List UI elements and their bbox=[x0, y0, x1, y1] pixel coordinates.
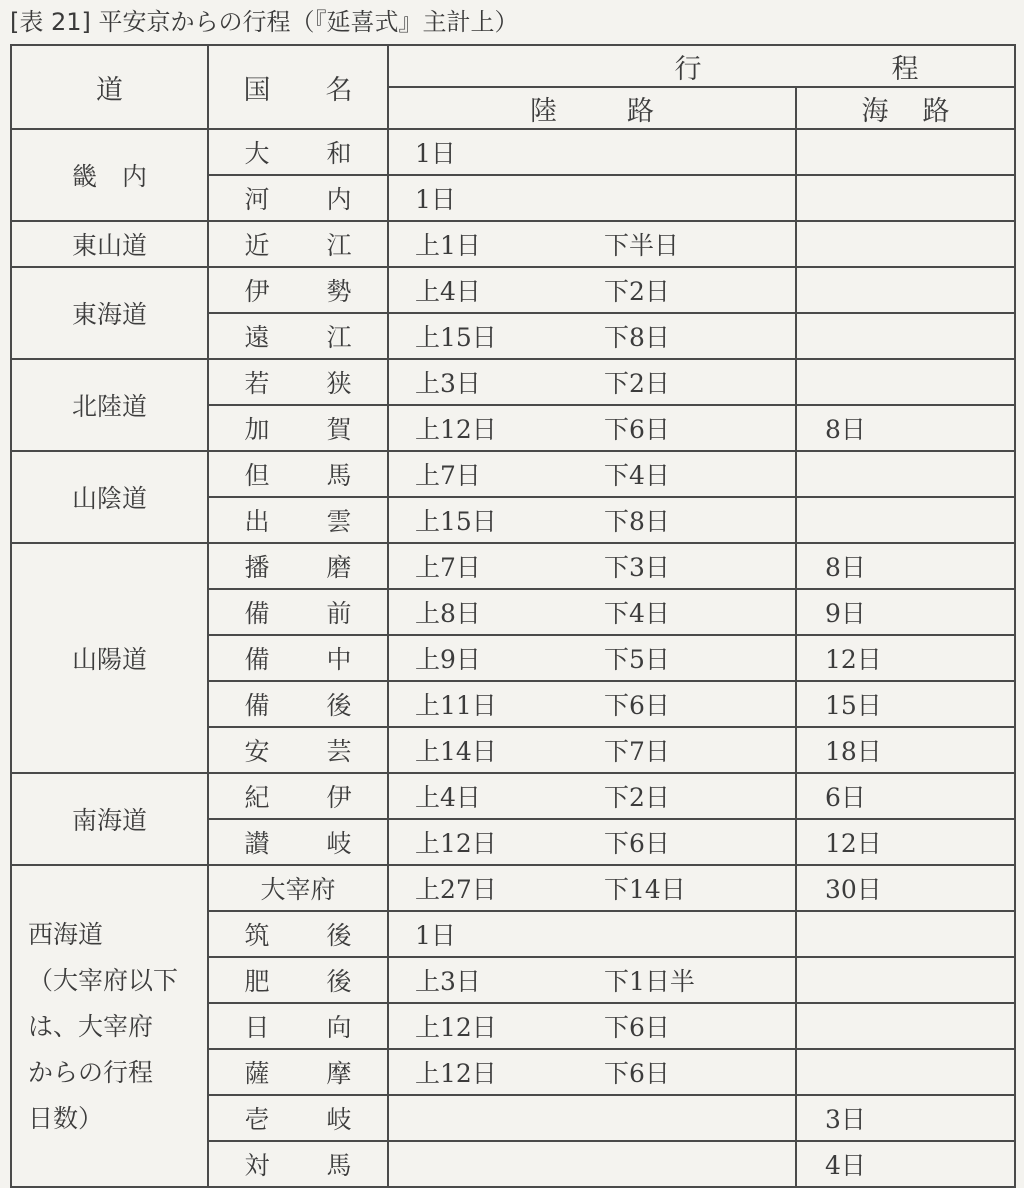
sea-route-cell: 12日 bbox=[796, 635, 1015, 681]
land-up-days: 上12日 bbox=[415, 1013, 497, 1042]
land-up-days: 上12日 bbox=[415, 1059, 497, 1088]
sea-route-cell: 15日 bbox=[796, 681, 1015, 727]
table-caption: [表 21] 平安京からの行程（『延喜式』主計上） bbox=[10, 8, 519, 36]
land-down-days: 下8日 bbox=[604, 323, 670, 352]
land-up-days: 上3日 bbox=[415, 369, 481, 398]
land-up-days: 上7日 bbox=[415, 461, 481, 490]
itinerary-body bbox=[11, 129, 1015, 1187]
kuni-cell bbox=[208, 589, 388, 635]
kuni-char: 賀 bbox=[326, 415, 352, 444]
header-rikuro-char-2: 路 bbox=[627, 95, 654, 127]
kuni-char: 向 bbox=[326, 1013, 352, 1042]
kuni-cell bbox=[208, 1003, 388, 1049]
land-route-cell bbox=[388, 957, 796, 1003]
land-route-cell bbox=[388, 267, 796, 313]
kuni-char: 後 bbox=[326, 691, 352, 720]
michi-cell: 西海道 （大宰府以下 は、大宰府 からの行程 日数） bbox=[11, 865, 208, 1187]
sea-route-cell bbox=[796, 957, 1015, 1003]
sea-route-cell bbox=[796, 911, 1015, 957]
table-row bbox=[11, 221, 1015, 267]
kuni-char: 紀 bbox=[244, 783, 270, 812]
sea-route-cell: 8日 bbox=[796, 543, 1015, 589]
kuni-char: 伊 bbox=[244, 277, 270, 306]
land-down-days: 下1日半 bbox=[604, 967, 695, 996]
sea-route-cell bbox=[796, 129, 1015, 175]
land-down-days: 下2日 bbox=[604, 369, 670, 398]
kuni-char: 播 bbox=[244, 553, 270, 582]
sea-route-cell: 12日 bbox=[796, 819, 1015, 865]
michi-cell: 山陽道 bbox=[11, 543, 208, 773]
kuni-char: 前 bbox=[326, 599, 352, 628]
sea-route-cell: 8日 bbox=[796, 405, 1015, 451]
table-row bbox=[11, 865, 1015, 911]
kuni-cell bbox=[208, 957, 388, 1003]
kuni-char: 若 bbox=[244, 369, 270, 398]
table-row bbox=[11, 267, 1015, 313]
kuni-char: 壱 bbox=[244, 1105, 270, 1134]
sea-route-cell: 9日 bbox=[796, 589, 1015, 635]
header-koutei-char-1: 行 bbox=[674, 53, 702, 85]
kuni-char: 江 bbox=[326, 231, 352, 260]
kuni-char: 加 bbox=[244, 415, 270, 444]
land-route-cell bbox=[388, 1141, 796, 1187]
header-kuni bbox=[208, 45, 388, 129]
michi-cell: 山陰道 bbox=[11, 451, 208, 543]
kuni-char: 但 bbox=[244, 461, 270, 490]
table-row bbox=[11, 359, 1015, 405]
kuni-char: 近 bbox=[244, 231, 270, 260]
land-route-cell bbox=[388, 635, 796, 681]
kuni-char: 江 bbox=[326, 323, 352, 352]
michi-cell: 東海道 bbox=[11, 267, 208, 359]
kuni-char: 薩 bbox=[244, 1059, 270, 1088]
kuni-char: 磨 bbox=[326, 553, 352, 582]
land-up-days: 上15日 bbox=[415, 323, 497, 352]
land-route-cell bbox=[388, 313, 796, 359]
land-route-cell bbox=[388, 405, 796, 451]
header-rikuro-char-1: 陸 bbox=[530, 95, 557, 127]
land-route-cell bbox=[388, 1049, 796, 1095]
land-route-cell bbox=[388, 773, 796, 819]
header-kairo bbox=[796, 87, 1015, 129]
land-route-cell bbox=[388, 865, 796, 911]
kuni-cell bbox=[208, 313, 388, 359]
kuni-cell bbox=[208, 175, 388, 221]
kuni-char: 河 bbox=[244, 185, 270, 214]
sea-route-cell: 30日 bbox=[796, 865, 1015, 911]
sea-route-cell: 4日 bbox=[796, 1141, 1015, 1187]
land-up-days: 1日 bbox=[415, 139, 456, 168]
kuni-cell bbox=[208, 497, 388, 543]
kuni-cell bbox=[208, 727, 388, 773]
land-up-days: 1日 bbox=[415, 185, 456, 214]
michi-cell: 南海道 bbox=[11, 773, 208, 865]
kuni-cell bbox=[208, 359, 388, 405]
kuni-char: 備 bbox=[244, 599, 270, 628]
itinerary-table bbox=[10, 44, 1016, 1188]
kuni-cell bbox=[208, 405, 388, 451]
kuni-char: 遠 bbox=[244, 323, 270, 352]
kuni-char: 馬 bbox=[326, 461, 352, 490]
kuni-cell bbox=[208, 865, 388, 911]
land-up-days: 上4日 bbox=[415, 277, 481, 306]
table-row bbox=[11, 451, 1015, 497]
kuni-cell bbox=[208, 1049, 388, 1095]
kuni-char: 備 bbox=[244, 645, 270, 674]
kuni-char: 芸 bbox=[326, 737, 352, 766]
kuni-char: 日 bbox=[244, 1013, 270, 1042]
kuni-char: 馬 bbox=[326, 1151, 352, 1180]
land-down-days: 下14日 bbox=[604, 875, 686, 904]
kuni-char: 岐 bbox=[326, 829, 352, 858]
kuni-char: 出 bbox=[244, 507, 270, 536]
land-down-days: 下6日 bbox=[604, 829, 670, 858]
land-route-cell bbox=[388, 543, 796, 589]
land-route-cell bbox=[388, 359, 796, 405]
land-up-days: 上12日 bbox=[415, 415, 497, 444]
land-route-cell bbox=[388, 589, 796, 635]
header-kairo-char-2: 路 bbox=[922, 95, 950, 127]
land-down-days: 下2日 bbox=[604, 783, 670, 812]
kuni-cell bbox=[208, 267, 388, 313]
kuni-char: 大 bbox=[244, 139, 270, 168]
kuni-cell bbox=[208, 1095, 388, 1141]
kuni-char: 摩 bbox=[326, 1059, 352, 1088]
land-up-days: 上9日 bbox=[415, 645, 481, 674]
land-down-days: 下6日 bbox=[604, 415, 670, 444]
land-up-days: 上1日 bbox=[415, 231, 481, 260]
land-up-days: 1日 bbox=[415, 921, 456, 950]
land-down-days: 下6日 bbox=[604, 691, 670, 720]
land-route-cell bbox=[388, 819, 796, 865]
land-route-cell bbox=[388, 911, 796, 957]
land-down-days: 下6日 bbox=[604, 1013, 670, 1042]
land-up-days: 上11日 bbox=[415, 691, 497, 720]
land-route-cell bbox=[388, 497, 796, 543]
sea-route-cell bbox=[796, 451, 1015, 497]
header-koutei-char-2: 程 bbox=[891, 53, 919, 85]
header-kuni-char-2: 名 bbox=[325, 74, 353, 106]
kuni-cell bbox=[208, 1141, 388, 1187]
sea-route-cell bbox=[796, 1049, 1015, 1095]
land-up-days: 上15日 bbox=[415, 507, 497, 536]
michi-cell: 畿 内 bbox=[11, 129, 208, 221]
kuni-char: 対 bbox=[244, 1151, 270, 1180]
kuni-char: 中 bbox=[326, 645, 352, 674]
sea-route-cell: 6日 bbox=[796, 773, 1015, 819]
kuni-char: 雲 bbox=[326, 507, 352, 536]
kuni-char: 岐 bbox=[326, 1105, 352, 1134]
land-up-days: 上4日 bbox=[415, 783, 481, 812]
sea-route-cell bbox=[796, 313, 1015, 359]
kuni-char: 内 bbox=[326, 185, 352, 214]
land-route-cell bbox=[388, 1003, 796, 1049]
land-route-cell bbox=[388, 727, 796, 773]
header-michi: 道 bbox=[11, 45, 208, 129]
land-up-days: 上14日 bbox=[415, 737, 497, 766]
header-kairo-char-1: 海 bbox=[861, 95, 889, 127]
land-down-days: 下2日 bbox=[604, 277, 670, 306]
sea-route-cell bbox=[796, 1003, 1015, 1049]
land-down-days: 下4日 bbox=[604, 461, 670, 490]
sea-route-cell bbox=[796, 267, 1015, 313]
land-up-days: 上12日 bbox=[415, 829, 497, 858]
table-row bbox=[11, 773, 1015, 819]
sea-route-cell bbox=[796, 497, 1015, 543]
land-down-days: 下6日 bbox=[604, 1059, 670, 1088]
header-kuni-char-1: 国 bbox=[243, 74, 271, 106]
kuni-cell bbox=[208, 129, 388, 175]
land-up-days: 上8日 bbox=[415, 599, 481, 628]
land-down-days: 下4日 bbox=[604, 599, 670, 628]
land-route-cell bbox=[388, 221, 796, 267]
land-up-days: 上27日 bbox=[415, 875, 497, 904]
sea-route-cell: 18日 bbox=[796, 727, 1015, 773]
land-down-days: 下3日 bbox=[604, 553, 670, 582]
kuni-cell bbox=[208, 451, 388, 497]
land-route-cell bbox=[388, 129, 796, 175]
land-route-cell bbox=[388, 1095, 796, 1141]
header-koutei bbox=[388, 45, 1015, 87]
table-row bbox=[11, 543, 1015, 589]
kuni-cell bbox=[208, 819, 388, 865]
kuni-char: 大宰府 bbox=[260, 875, 336, 904]
kuni-char: 安 bbox=[244, 737, 270, 766]
sea-route-cell: 3日 bbox=[796, 1095, 1015, 1141]
kuni-cell bbox=[208, 681, 388, 727]
land-route-cell bbox=[388, 681, 796, 727]
kuni-cell bbox=[208, 221, 388, 267]
land-down-days: 下8日 bbox=[604, 507, 670, 536]
kuni-cell bbox=[208, 773, 388, 819]
kuni-char: 後 bbox=[326, 921, 352, 950]
michi-cell: 東山道 bbox=[11, 221, 208, 267]
land-route-cell bbox=[388, 451, 796, 497]
land-up-days: 上7日 bbox=[415, 553, 481, 582]
kuni-char: 和 bbox=[326, 139, 352, 168]
land-route-cell bbox=[388, 175, 796, 221]
kuni-char: 肥 bbox=[244, 967, 270, 996]
kuni-char: 勢 bbox=[326, 277, 352, 306]
kuni-cell bbox=[208, 635, 388, 681]
land-up-days: 上3日 bbox=[415, 967, 481, 996]
kuni-cell bbox=[208, 911, 388, 957]
header-rikuro bbox=[388, 87, 796, 129]
sea-route-cell bbox=[796, 359, 1015, 405]
kuni-char: 狭 bbox=[326, 369, 352, 398]
sea-route-cell bbox=[796, 221, 1015, 267]
kuni-char: 後 bbox=[326, 967, 352, 996]
land-down-days: 下半日 bbox=[604, 231, 680, 260]
land-down-days: 下7日 bbox=[604, 737, 670, 766]
sea-route-cell bbox=[796, 175, 1015, 221]
kuni-char: 伊 bbox=[326, 783, 352, 812]
table-row bbox=[11, 129, 1015, 175]
kuni-char: 筑 bbox=[244, 921, 270, 950]
kuni-char: 讃 bbox=[244, 829, 270, 858]
land-down-days: 下5日 bbox=[604, 645, 670, 674]
kuni-cell bbox=[208, 543, 388, 589]
kuni-char: 備 bbox=[244, 691, 270, 720]
michi-cell: 北陸道 bbox=[11, 359, 208, 451]
